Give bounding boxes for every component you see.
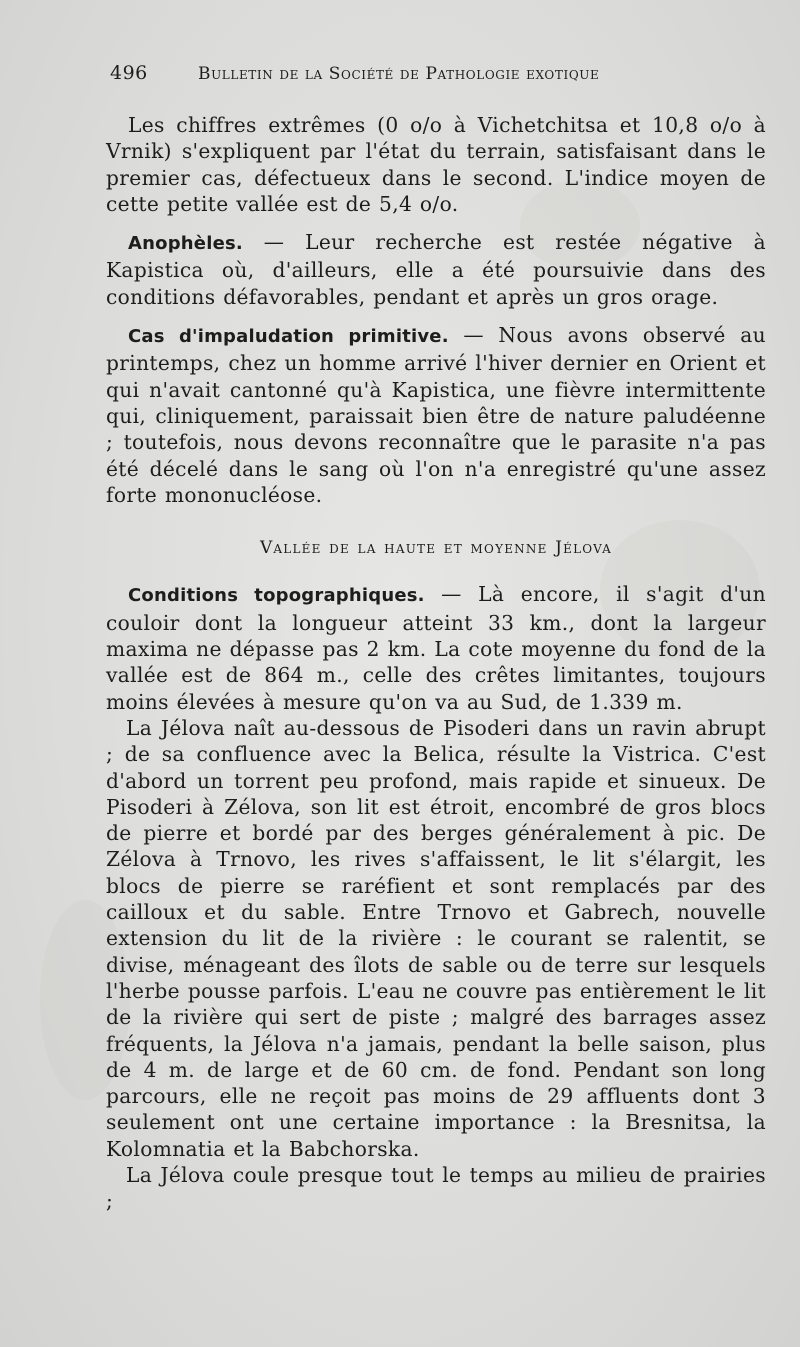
paragraph-text: La Jélova coule presque tout le temps au milieu de prairies ; bbox=[106, 1162, 766, 1214]
run-in-heading: Cas d'impaludation primitive. bbox=[128, 326, 449, 348]
page-header bbox=[110, 62, 770, 92]
run-in-heading: Anophèles. bbox=[128, 233, 243, 255]
paragraph-primary-infection bbox=[106, 322, 766, 508]
paragraph-text: Les chiffres extrêmes (0 o/o à Vichetchitsa et 10,8 o/o à Vrnik) s'expliquent par l'état du terrain, satisfaisant dans le premier cas, défectueux dans le second. L'indice moyen de cette petite vallée est de 5,4 o/o. bbox=[106, 113, 766, 216]
paragraph-text: La Jélova naît au-dessous de Pisoderi dans un ravin abrupt ; de sa confluence avec la Belica, résulte la Vistrica. C'est d'abord un torrent peu profond, mais rapide et sinueux. De Pisoderi à Zélova, son lit est étroit, encombré de gros blocs de pierre et bordé par des berges généralement à pic. De Zélova à Trnovo, les rives s'affaissent, le lit s'élargit, les blocs de pierre se raréfient et sont remplacés par des cailloux et du sable. Entre Trnovo et Gabrech, nouvelle extension du lit de la rivière : le courant se ralentit, se divise, ménageant des îlots de sable ou de terre sur lesquels l'herbe pousse parfois. L'eau ne couvre pas entièrement le lit de la rivière qui sert de piste ; malgré des barrages assez fréquents, la Jélova n'a jamais, pendant la belle saison, plus de 4 m. de large et de 60 cm. de fond. Pendant son long parcours, elle ne reçoit pas moins de 29 affluents dont 3 seulement ont une certaine importance : la Bresnitsa, la Kolomnatia et la Babchorska. bbox=[106, 715, 766, 1161]
paragraph-gap bbox=[106, 217, 766, 229]
page-number: 496 bbox=[110, 62, 148, 84]
paragraph-text: — Là encore, il s'agit d'un couloir dont la longueur atteint 33 km., dont la largeur maxima ne dépasse pas 2 km. La cote moyenne du fond de la vallée est de 864 m., celle des crêtes limitantes, toujours moins élevées à mesure qu'on va au Sud, de 1.339 m. bbox=[106, 582, 766, 714]
paragraph-anopheles bbox=[106, 229, 766, 310]
paragraph-gap bbox=[106, 310, 766, 322]
paragraph-topography bbox=[106, 581, 766, 714]
paragraph-prairies bbox=[106, 1162, 766, 1215]
body-text bbox=[106, 112, 766, 1215]
paragraph-river-course bbox=[106, 715, 766, 1162]
section-heading: Vallée de la haute et moyenne Jélova bbox=[259, 538, 613, 559]
paragraph-text: — Leur recherche est restée négative à Kapistica où, d'ailleurs, elle a été poursuivie dans des conditions défavorables, pendant et après un gros orage. bbox=[106, 230, 766, 309]
paragraph-text: — Nous avons observé au printemps, chez un homme arrivé l'hiver dernier en Orient et qui n'avait cantonné qu'à Kapistica, une fièvre intermittente qui, cliniquement, paraissait bien être de nature paludéenne ; toutefois, nous devons reconnaître que le parasite n'a pas été décelé dans le sang où l'on n'a enregistré qu'une assez forte mononucléose. bbox=[106, 323, 766, 507]
run-in-heading: Conditions topographiques. bbox=[128, 585, 425, 607]
running-title: Bulletin de la Société de Pathologie exotique bbox=[198, 64, 600, 84]
paragraph-intro bbox=[106, 112, 766, 217]
